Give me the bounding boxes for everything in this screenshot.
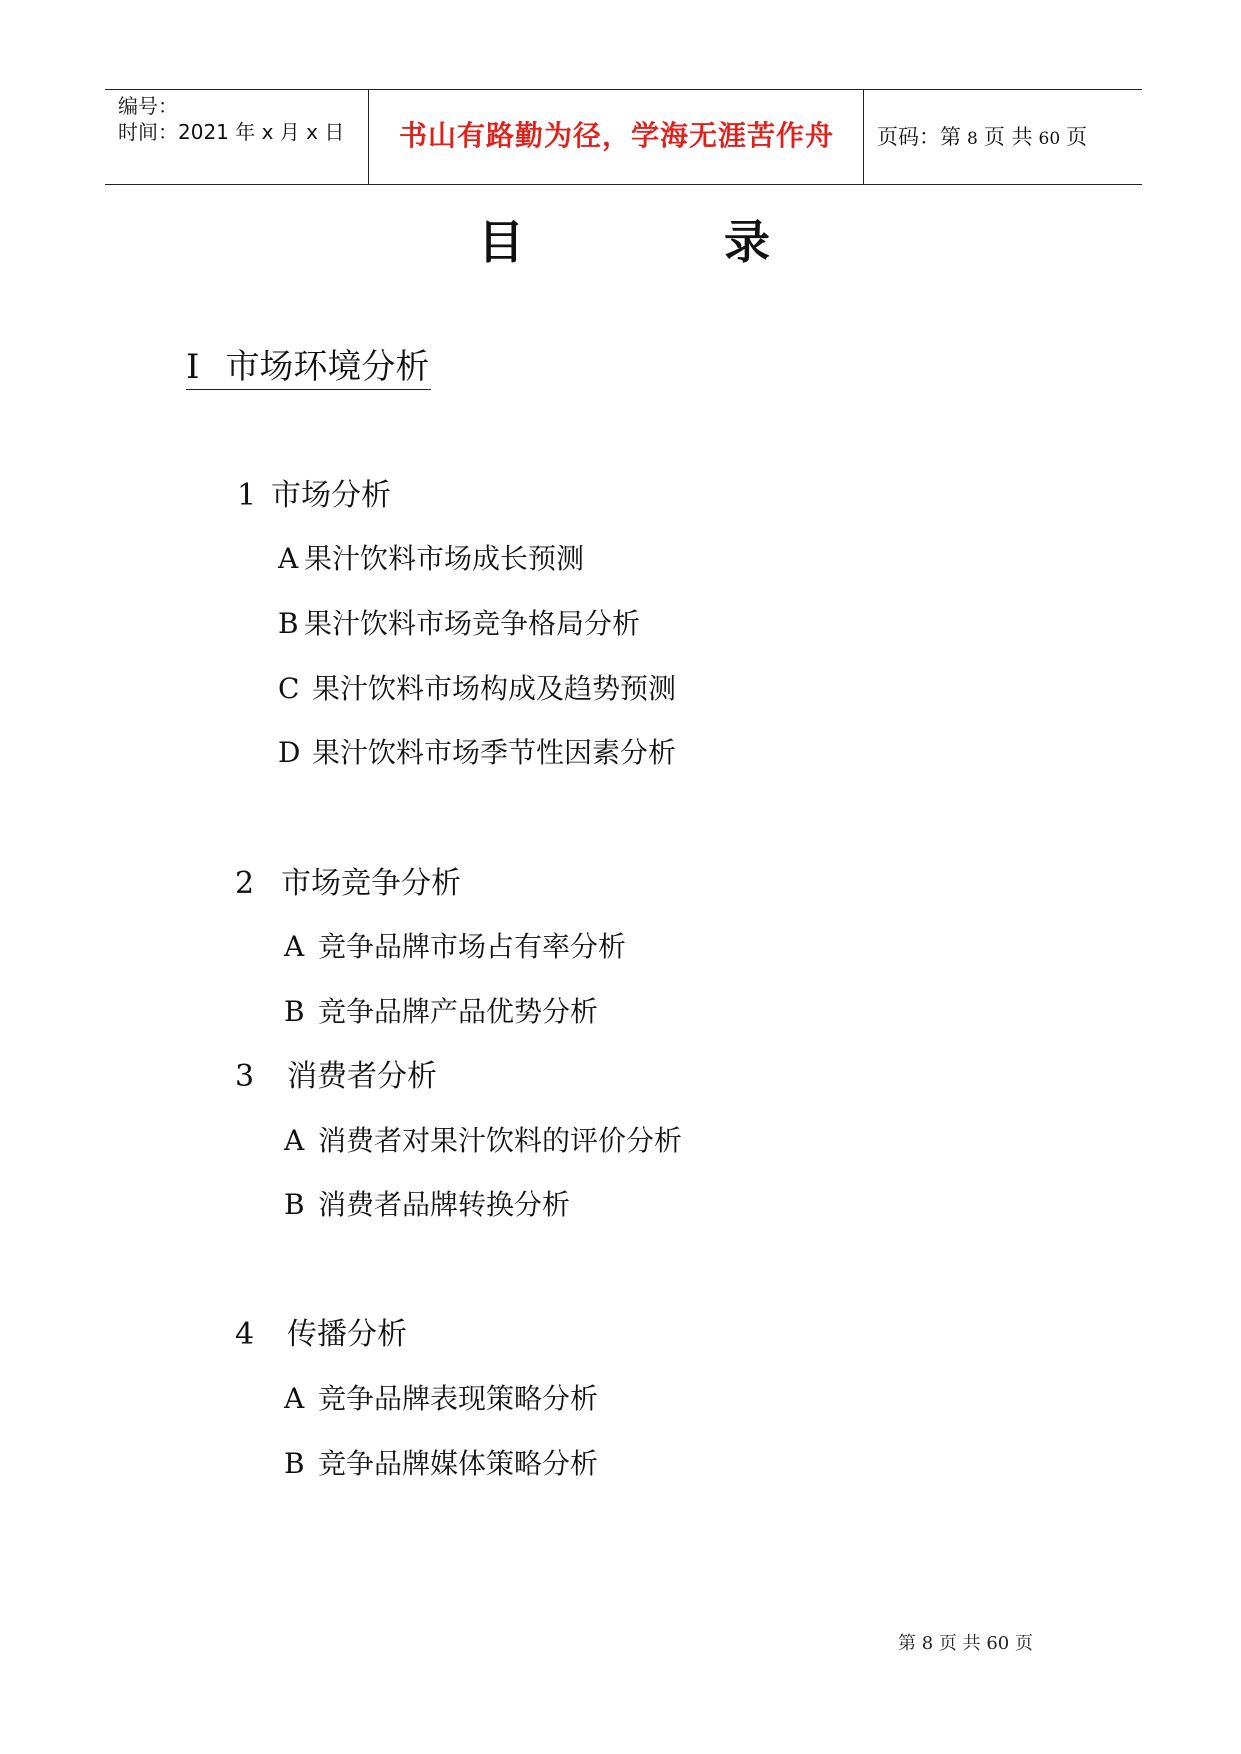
toc-item [237,477,391,515]
toc-item-label: 竞争品牌市场占有率分析 [318,930,627,963]
header-table [105,89,1142,185]
header-page-cell [865,90,1142,184]
toc-item [284,1123,682,1159]
page-title [0,214,1241,274]
toc-item [235,1316,407,1354]
toc-item-number: A [284,1124,305,1157]
section-roman-numeral: Ⅰ [186,347,200,387]
toc-item [278,735,676,771]
toc-item-label: 竞争品牌表现策略分析 [318,1382,599,1415]
toc-item [284,1446,598,1482]
page-title-char-2: 录 [724,215,770,269]
header-motto: 书山有路勤为径，学海无涯苦作舟 [398,119,834,152]
toc-item-number: A [278,542,299,575]
toc-item-label: 市场竞争分析 [281,866,461,901]
toc-item-label: 传播分析 [287,1317,407,1352]
page-suffix: 页 [1066,125,1088,149]
toc-item-label: 果汁饮料市场成长预测 [304,542,585,575]
toc-item-label: 果汁饮料市场构成及趋势预测 [312,672,677,705]
page-footer: 第 8 页 共 60 页 [898,1633,1033,1654]
toc-item [278,671,676,707]
toc-item-label: 竞争品牌产品优势分析 [318,995,599,1028]
page-title-char-1: 目 [478,215,524,269]
toc-item-number: B [284,1188,305,1221]
header-meta-cell [105,90,369,184]
section-title: 市场环境分析 [225,347,430,387]
toc-item-label: 市场分析 [271,478,391,513]
toc-item-number: 1 [237,478,257,513]
toc-item-label: 消费者对果汁饮料的评价分析 [318,1124,683,1157]
toc-item-label: 消费者分析 [287,1059,437,1094]
toc-item [284,1381,598,1417]
toc-item [235,865,461,903]
toc-item-number: B [278,607,299,640]
toc-item-number: B [284,995,305,1028]
toc-item [278,606,640,642]
toc-item-label: 消费者品牌转换分析 [318,1188,571,1221]
toc-item-number: D [278,736,301,769]
page-current: 8 [967,129,978,149]
toc-item [235,1058,437,1096]
toc-item-label: 竞争品牌媒体策略分析 [318,1447,599,1480]
toc-item [278,541,584,577]
section-heading [186,345,431,390]
toc-item-label: 果汁饮料市场竞争格局分析 [304,607,641,640]
page-prefix: 页码：第 [877,125,961,149]
toc-item-number: B [284,1447,305,1480]
toc-item-number: C [278,672,300,705]
document-time-label: 时间：2021 年 x 月 x 日 [118,120,345,144]
header-page-info [877,124,1087,152]
toc-item-number: A [284,930,305,963]
toc-item [284,1187,570,1223]
toc-item [284,929,626,965]
page-mid: 页 共 [983,125,1033,149]
page-total: 60 [1038,129,1061,149]
toc-item-number: A [284,1382,305,1415]
header-motto-cell [370,90,864,184]
toc-item [284,994,598,1030]
toc-item-number: 3 [235,1059,255,1094]
document-number-label: 编号： [118,94,178,118]
toc-item-label: 果汁饮料市场季节性因素分析 [312,736,677,769]
toc-item-number: 2 [235,866,255,901]
toc-item-number: 4 [235,1317,255,1352]
